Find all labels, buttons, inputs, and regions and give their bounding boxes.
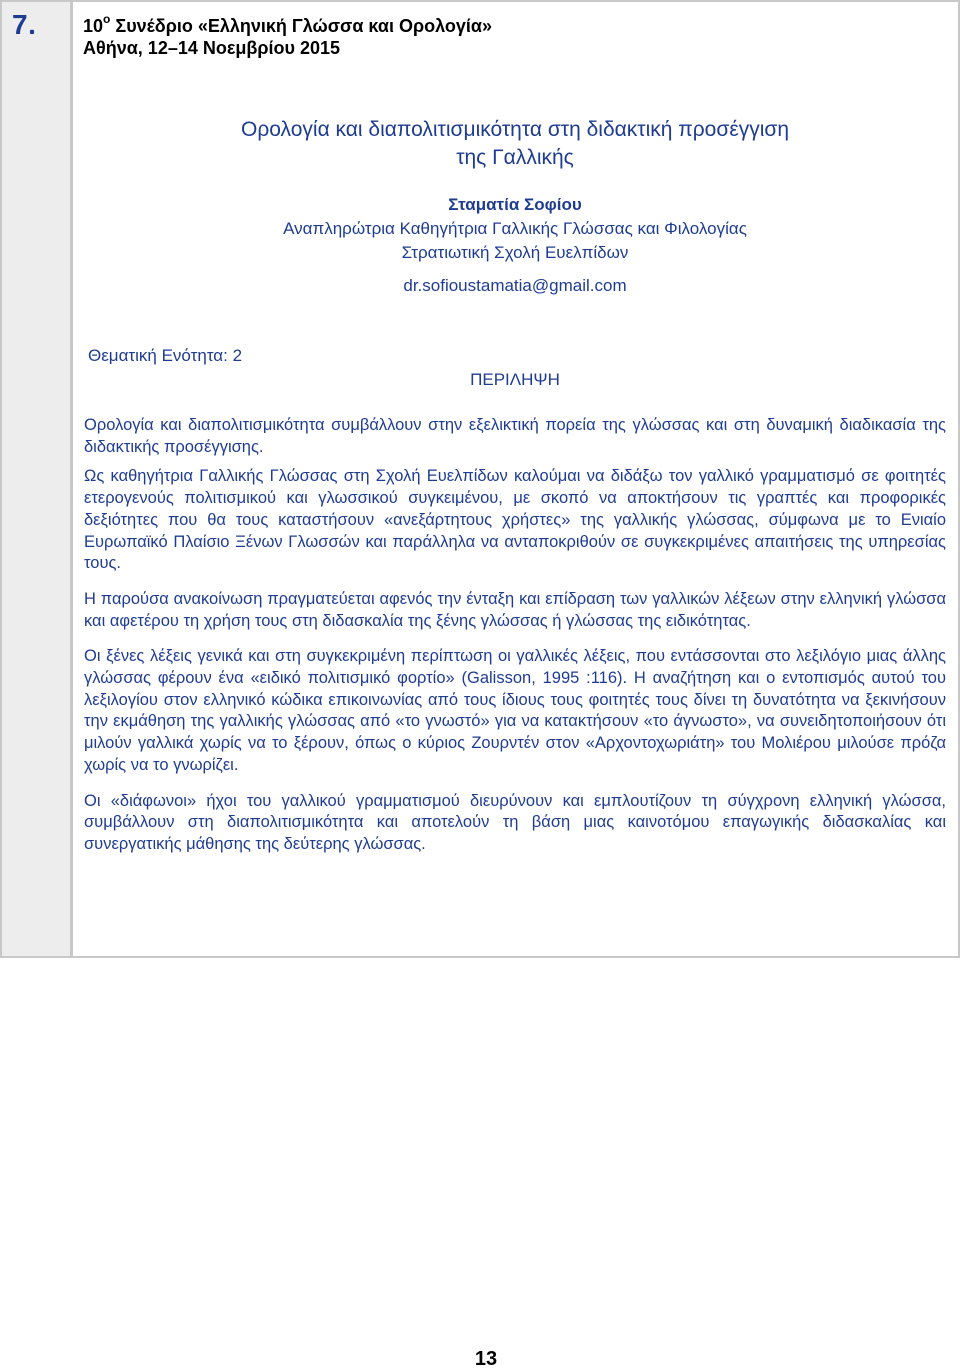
author-block: [83, 193, 947, 298]
abstract-paragraph: Οι «διάφωνοι» ήχοι του γαλλικού γραμματισμού διευρύνουν και εμπλουτίζουν τη σύγχρονη ελληνική γλώσσα, συμβάλλουν στη διαπολιτισμικότητα και αποτελούν τη βάση μιας καινοτόμου επαγωγικής διδασκαλίας και συνεργατικής μάθησης της δεύτερης γλώσσας.: [84, 791, 946, 853]
abstract-paragraph: Οι ξένες λέξεις γενικά και στη συγκεκριμένη περίπτωση οι γαλλικές λέξεις, που εντάσσονται στο λεξιλόγιο μιας άλλης γλώσσας φέρουν ένα «ειδικό πολιτισμικό φορτίο» (Galisson, 1995 :116). Η αναζήτηση και ο εντοπισμός αυτού του λεξιλογίου στον ελληνικό κώδικα επικοινωνίας από τους ίδιους τους φοιτητές τους δίνει τη δυνατότητα να ξεκινήσουν την εκμάθηση της γαλλικής γλώσσας από «το γνωστό» για να κατακτήσουν «το άγνωστο», να συνειδητοποιήσουν ότι μιλούν γαλλικά χωρίς να το ξέρουν, όπως ο κύριος Ζουρντέν στον «Αρχοντοχωριάτη» του Μολιέρου μιλούσε πρόζα χωρίς να το γνωρίζει.: [84, 647, 946, 774]
conference-place-date: Αθήνα, 12–14 Νοεμβρίου 2015: [83, 38, 341, 58]
author-email: dr.sofioustamatia@gmail.com: [403, 276, 627, 295]
author-position: Αναπληρώτρια Καθηγήτρια Γαλλικής Γλώσσας και Φιλολογίας: [283, 219, 747, 238]
paper-title-line-1: Ορολογία και διαπολιτισμικότητα στη διδακτική προσέγγιση: [240, 118, 789, 141]
conference-title: [83, 12, 492, 37]
author-institution: Στρατιωτική Σχολή Ευελπίδων: [401, 243, 629, 262]
abstract-heading: ΠΕΡΙΛΗΨΗ: [470, 370, 560, 389]
abstract-paragraph: Η παρούσα ανακοίνωση πραγματεύεται αφενός την ένταξη και επίδραση των γαλλικών λέξεων στην ελληνική γλώσσα και αφετέρου τη χρήση τους στη διδασκαλία της ξένης γλώσσας ή γλώσσας της ειδικότητας.: [84, 589, 946, 630]
page-number: 13: [474, 1348, 498, 1370]
author-name: Σταματία Σοφίου: [448, 195, 582, 214]
abstract-paragraph: Ως καθηγήτρια Γαλλικής Γλώσσας στη Σχολή Ευελπίδων καλούμαι να διδάξω τον γαλλικό γραμματισμό σε φοιτητές ετερογενούς πολιτισμικού και γλωσσικού συγκειμένου, με σκοπό να αποκτήσουν τις γραπτές και προφορικές δεξιότητες που θα τους καταστήσουν «ανεξάρτητους χρήστες» της γαλλικής γλώσσας, σύμφωνα με το Ενιαίο Ευρωπαϊκό Πλαίσιο Ξένων Γλωσσών και παράλληλα να ανταποκριθούν σε συγκεκριμένες απαιτήσεις της υπηρεσίας τους.: [84, 467, 946, 573]
conference-name: Συνέδριο «Ελληνική Γλώσσα και Ορολογία»: [115, 16, 492, 36]
paper-title: [83, 116, 947, 172]
conference-ordinal-suffix: ο: [103, 12, 111, 26]
conference-ordinal-number: 10: [83, 16, 104, 36]
abstract-body: [84, 415, 946, 870]
item-number: 7.: [12, 9, 37, 40]
paper-title-line-2: της Γαλλικής: [456, 146, 574, 169]
thematic-unit: Θεματική Ενότητα: 2: [88, 346, 243, 365]
item-number-column: [2, 2, 73, 956]
abstract-paragraph: Ορολογία και διαπολιτισμικότητα συμβάλλουν στην εξελικτική πορεία της γλώσσας και στη δυναμική διαδικασία της διδακτικής προσέγγισης.: [84, 416, 946, 456]
